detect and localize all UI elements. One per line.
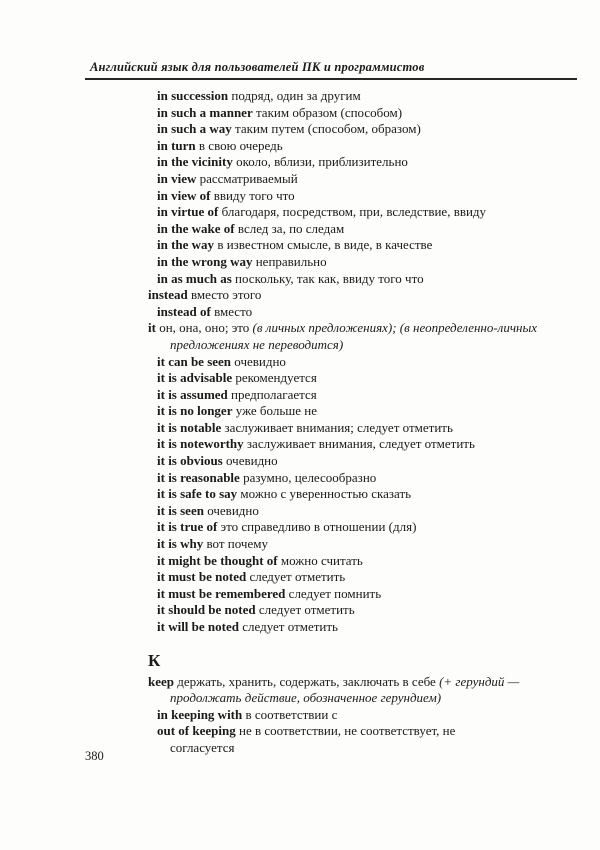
entry-term: it is why [157,536,204,552]
entry-term: it must be remembered [157,585,286,601]
dictionary-entry [157,503,580,520]
entry-definition: предполагается [231,386,317,402]
dictionary-entry [157,586,580,603]
entry-term: in keeping with [157,706,243,722]
entry-definition: очевидно [234,353,286,369]
section-heading: К [148,650,161,670]
entry-term: in the wrong way [157,253,253,269]
dictionary-entry [157,304,580,321]
entry-definition: в свою очередь [198,137,283,153]
dictionary-entry [157,354,580,371]
entry-definition: вот почему [206,536,268,552]
dictionary-entry [157,553,580,570]
dictionary-entry [157,138,580,155]
entry-definition: рекомендуется [235,370,317,386]
entry-definition: (+ герундий — [439,673,520,689]
dictionary-content [148,88,580,757]
entry-definition: благодаря, посредством, при, вследствие, ввиду [221,204,487,220]
entry-definition: неправильно [255,253,327,269]
entry-term: instead of [157,303,211,319]
entry-definition: в известном смысле, в виде, в качестве [217,237,433,253]
entry-definition: это справедливо в отношении (для) [220,519,417,535]
dictionary-entry [157,154,580,171]
entry-term: in virtue of [157,204,219,220]
entry-term: out of keeping [157,723,236,739]
entry-definition: вслед за, по следам [237,220,345,236]
running-header: Английский язык для пользователей ПК и программистов [90,60,425,74]
entry-term: it is reasonable [157,469,240,485]
entry-definition: вместо этого [190,287,262,303]
entry-definition: предложениях не переводится) [170,336,344,352]
dictionary-entry [148,287,580,304]
dictionary-entry [157,121,580,138]
entry-definition: держать, хранить, содержать, заключать в себе [177,673,440,689]
entry-term: in such a way [157,121,232,137]
entry-term: it is no longer [157,403,233,419]
entry-definition: уже больше не [235,403,318,419]
entry-definition: вместо [214,303,253,319]
entry-definition: очевидно [207,502,259,518]
entry-term: in the way [157,237,215,253]
dictionary-entry [157,254,580,271]
dictionary-entry [157,486,580,503]
dictionary-entry [157,723,580,756]
dictionary-entry [148,320,580,353]
entry-term: it is notable [157,419,222,435]
entry-term: it is noteworthy [157,436,244,452]
dictionary-entry [157,105,580,122]
entry-definition: в соответствии с [245,706,338,722]
entry-definition: можно считать [280,552,363,568]
entry-definition: поскольку, так как, ввиду того что [235,270,424,286]
dictionary-entry [157,221,580,238]
entry-definition: согласуется [170,739,235,755]
entry-term: it is safe to say [157,486,238,502]
entry-term: instead [148,287,188,303]
dictionary-entry [157,171,580,188]
entry-definition: следует отметить [258,602,355,618]
entry-term: it is obvious [157,453,223,469]
entry-definition: (в личных предложениях); (в неопределенно-личных [252,320,538,336]
dictionary-entry [157,88,580,105]
entry-definition: разумно, целесообразно [243,469,377,485]
entry-term: it should be noted [157,602,256,618]
entry-term: in view [157,170,197,186]
entry-term: it [148,320,156,336]
entry-term: it is seen [157,502,204,518]
entry-definition: таким путем (способом, образом) [235,121,421,137]
dictionary-entry [157,569,580,586]
dictionary-entry [157,420,580,437]
entry-definition: не в соответствии, не соответствует, не [238,723,456,739]
dictionary-entry [157,707,580,724]
entry-definition: он, она, оно; это [159,320,253,336]
entry-definition: очевидно [226,453,278,469]
entry-term: in as much as [157,270,232,286]
entry-definition: рассматриваемый [199,170,298,186]
dictionary-entry [157,602,580,619]
entry-term: in view of [157,187,211,203]
dictionary-entry [157,536,580,553]
dictionary-entry [157,453,580,470]
header-rule [85,78,577,80]
entry-definition: продолжать действие, обозначенное герундием) [170,690,442,706]
entry-term: in succession [157,88,229,103]
entry-definition: можно с уверенностью сказать [240,486,412,502]
entry-term: it can be seen [157,353,232,369]
entry-definition: ввиду того что [213,187,295,203]
dictionary-entry [157,470,580,487]
entry-term: it is true of [157,519,218,535]
entry-term: in such a manner [157,104,253,120]
page-number: 380 [85,749,104,763]
entry-term: it is advisable [157,370,233,386]
entry-definition: следует отметить [242,619,338,634]
entry-definition: следует отметить [249,569,346,585]
entry-term: it is assumed [157,386,228,402]
entry-term: it will be noted [157,619,239,634]
dictionary-entry [157,387,580,404]
entry-definition: заслуживает внимания, следует отметить [246,436,475,452]
dictionary-entry [157,619,580,636]
entry-term: in the vicinity [157,154,233,170]
entry-definition: подряд, один за другим [231,88,361,103]
dictionary-entry [157,188,580,205]
dictionary-entry [157,237,580,254]
dictionary-entry [157,403,580,420]
dictionary-entry [157,271,580,288]
dictionary-entry [157,436,580,453]
entry-definition: около, вблизи, приблизительно [236,154,408,170]
entry-term: in the wake of [157,220,235,236]
entry-definition: таким образом (способом) [255,104,403,120]
entry-definition: следует помнить [288,585,382,601]
entry-term: it must be noted [157,569,247,585]
dictionary-entry [157,519,580,536]
dictionary-entry [157,370,580,387]
dictionary-entry [157,204,580,221]
entry-definition: заслуживает внимания; следует отметить [224,419,453,435]
entry-term: it might be thought of [157,552,278,568]
entry-term: keep [148,673,174,689]
dictionary-entry [148,674,580,707]
entry-term: in turn [157,137,196,153]
